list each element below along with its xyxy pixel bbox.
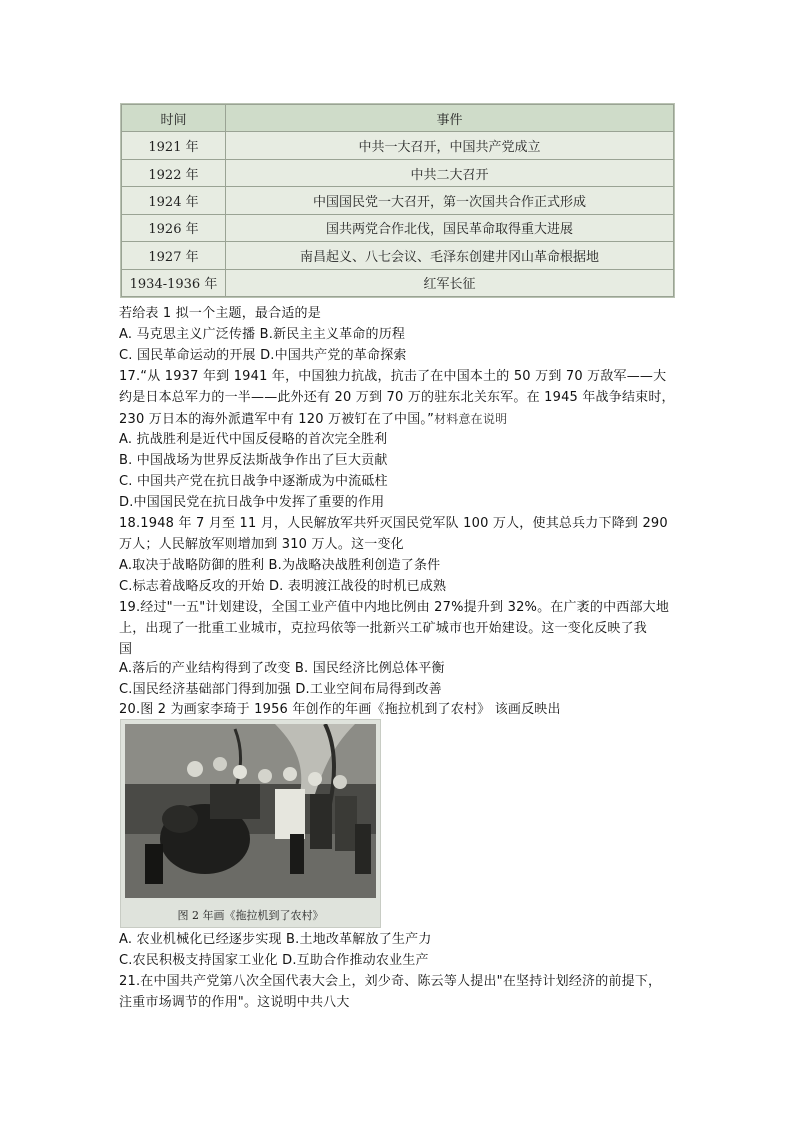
header-event: 事件 — [226, 105, 674, 132]
q20-options-cd: C.农民积极支持国家工业化 D.互助合作推动农业生产 — [119, 953, 429, 968]
q16-options-cd: C. 国民革命运动的开展 D.中国共产党的革命探索 — [119, 348, 407, 363]
row-event: 中共一大召开，中国共产党成立 — [226, 132, 674, 159]
row-year: 1934-1936 年 — [122, 269, 226, 296]
q19-stem-line1: 19.经过"一五"计划建设，全国工业产值中内地比例由 27%提升到 32%。在广袤的中西部大地 — [119, 600, 670, 615]
q18-options-ab: A.取决于战略防御的胜利 B.为战略决战胜利创造了条件 — [119, 558, 441, 573]
q20-options-ab: A. 农业机械化已经逐步实现 B.土地改革解放了生产力 — [119, 932, 432, 947]
row-year: 1927 年 — [122, 242, 226, 269]
table-row — [122, 269, 674, 296]
row-event: 中共二大召开 — [226, 159, 674, 186]
q17-option-a: A. 抗战胜利是近代中国反侵略的首次完全胜利 — [119, 432, 388, 447]
table-row — [122, 187, 674, 214]
row-year: 1926 年 — [122, 214, 226, 241]
table-header-row — [122, 105, 674, 132]
q21-stem-line1: 21.在中国共产党第八次全国代表大会上，刘少奇、陈云等人提出"在坚持计划经济的前提下， — [119, 974, 662, 989]
q17-option-c: C. 中国共产党在抗日战争中逐渐成为中流砥柱 — [119, 474, 388, 489]
q17-option-b: B. 中国战场为世界反法斯战争作出了巨大贡献 — [119, 453, 388, 468]
q19-stem-line2: 上，出现了一批重工业城市，克拉玛依等一批新兴工矿城市也开始建设。这一变化反映了我 — [119, 621, 648, 636]
q19-stem-line3: 国 — [119, 642, 133, 657]
q17-stem-line3 — [119, 409, 507, 430]
painting-illustration — [125, 724, 376, 898]
row-year: 1922 年 — [122, 159, 226, 186]
q18-options-cd: C.标志着战略反攻的开始 D. 表明渡江战役的时机已成熟 — [119, 579, 447, 594]
q19-options-cd: C.国民经济基础部门得到加强 D.工业空间布局得到改善 — [119, 682, 442, 697]
row-year: 1921 年 — [122, 132, 226, 159]
header-time: 时间 — [122, 105, 226, 132]
q17-question-tail: 材料意在说明 — [434, 412, 508, 426]
q17-option-d: D.中国国民党在抗日战争中发挥了重要的作用 — [119, 495, 385, 510]
row-event: 国共两党合作北伐，国民革命取得重大进展 — [226, 214, 674, 241]
q18-stem-line1: 18.1948 年 7 月至 11 月，人民解放军共歼灭国民党军队 100 万人，使其总兵力下降到 290 — [119, 516, 668, 531]
q21-stem-line2: 注重市场调节的作用"。这说明中共八大 — [119, 995, 350, 1010]
tractor-painting-image — [125, 724, 376, 898]
q16-options-ab: A. 马克思主义广泛传播 B.新民主主义革命的历程 — [119, 327, 406, 342]
row-event: 南昌起义、八七会议、毛泽东创建井冈山革命根据地 — [226, 242, 674, 269]
q17-stem-line2: 约是日本总军力的一半——此外还有 20 万到 70 万的驻东北关东军。在 1945 年战争结束时， — [119, 390, 675, 405]
table-row — [122, 159, 674, 186]
q17-stem-line1: 17.“从 1937 年到 1941 年，中国独力抗战，抗击了在中国本土的 50 万到 70 万敌军——大 — [119, 369, 667, 384]
q19-options-ab: A.落后的产业结构得到了改变 B. 国民经济比例总体平衡 — [119, 661, 445, 676]
q18-stem-line2: 万人；人民解放军则增加到 310 万人。这一变化 — [119, 537, 404, 552]
figure-caption: 图 2 年画《拖拉机到了农村》 — [177, 909, 324, 922]
row-year: 1924 年 — [122, 187, 226, 214]
table-row — [122, 132, 674, 159]
events-table — [121, 104, 674, 297]
table-row — [122, 242, 674, 269]
row-event: 中国国民党一大召开，第一次国共合作正式形成 — [226, 187, 674, 214]
table-row — [122, 214, 674, 241]
q16-stem: 若给表 1 拟一个主题，最合适的是 — [119, 306, 321, 321]
q17-quote-end: 230 万日本的海外派遣军中有 120 万被钉在了中国。” — [119, 412, 435, 427]
figure-2 — [120, 719, 381, 928]
events-table-image — [120, 103, 675, 298]
q20-stem: 20.图 2 为画家李琦于 1956 年创作的年画《拖拉机到了农村》 该画反映出 — [119, 702, 561, 717]
row-event: 红军长征 — [226, 269, 674, 296]
